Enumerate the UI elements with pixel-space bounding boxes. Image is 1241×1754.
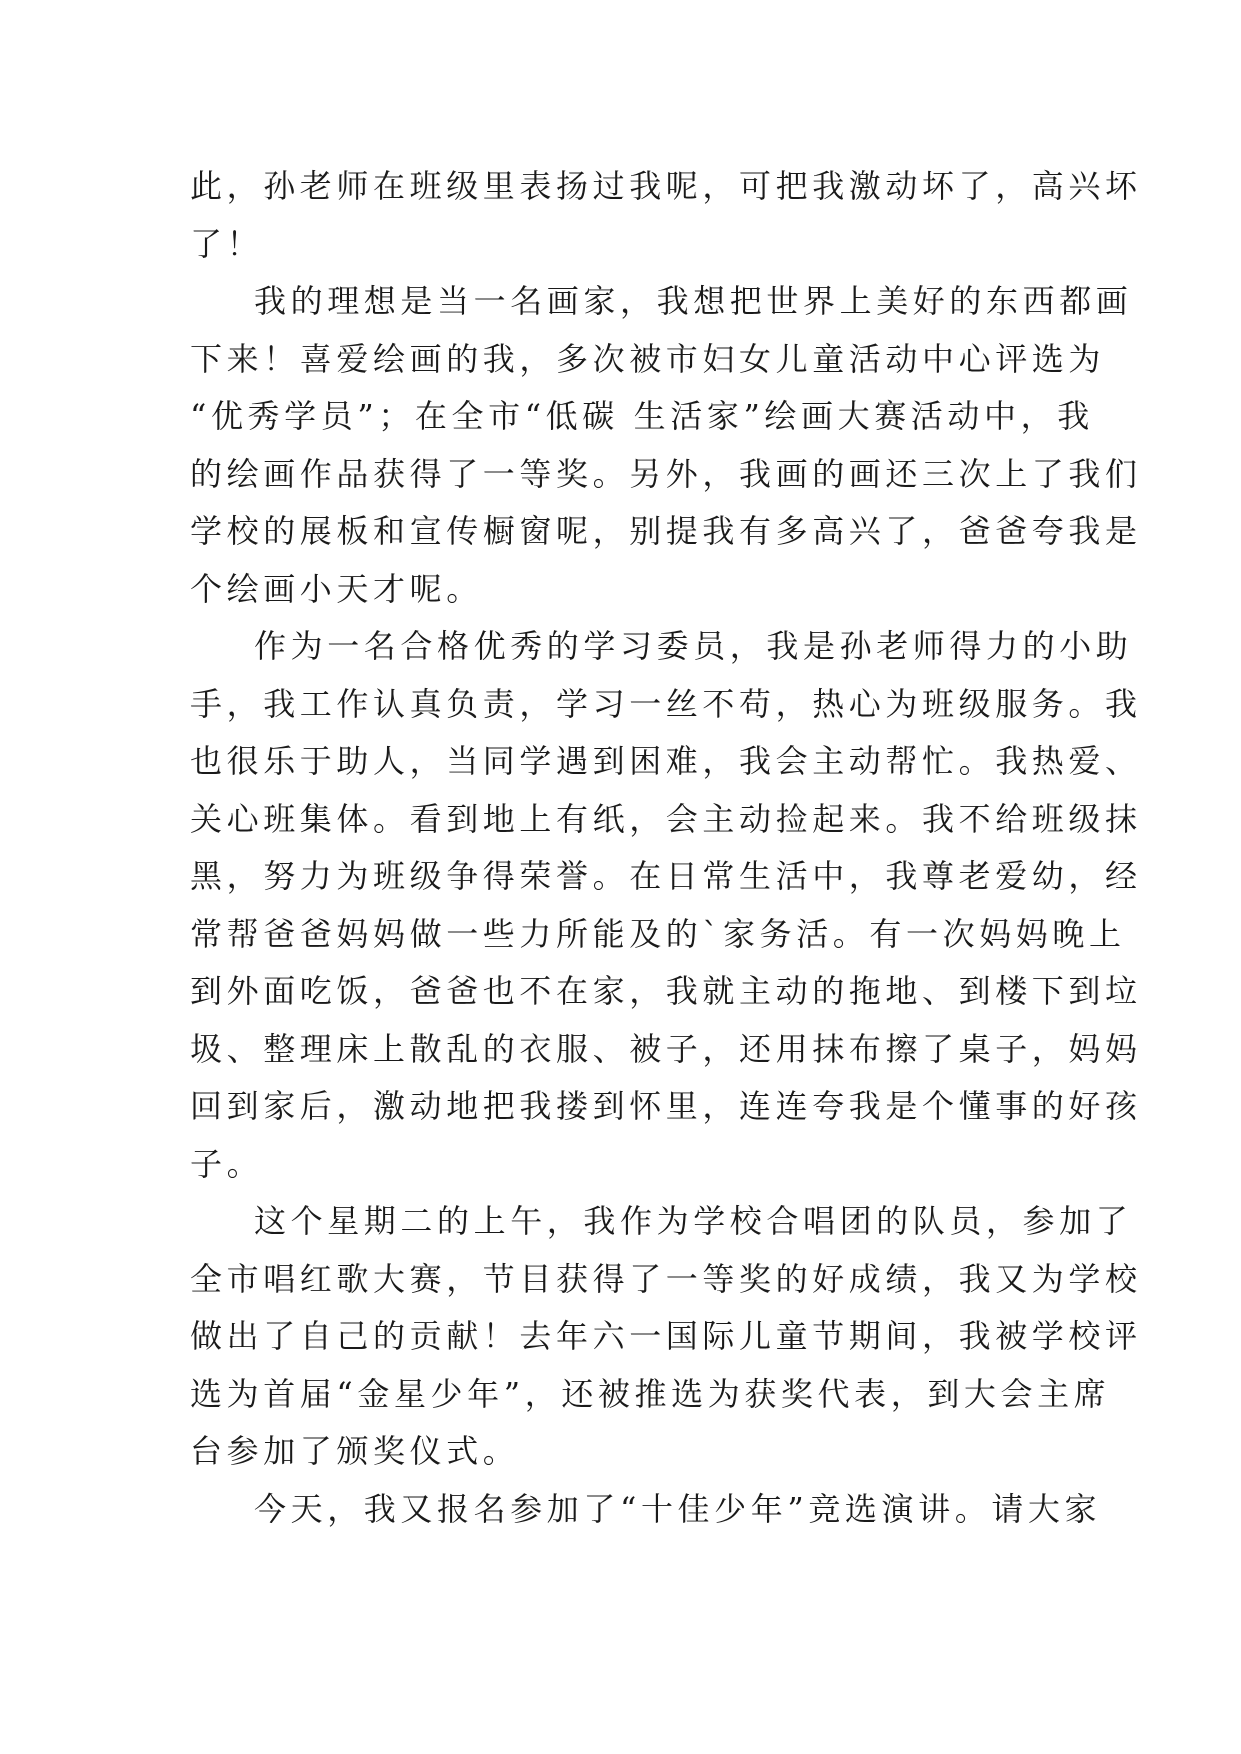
- text-line: 下来！喜爱绘画的我，多次被市妇女儿童活动中心评选为: [190, 339, 1106, 378]
- document-body: [190, 158, 1142, 1538]
- text-line: 关心班集体。看到地上有纸，会主动捡起来。我不给班级抹: [190, 799, 1142, 838]
- text-line: 子。: [190, 1144, 264, 1183]
- text-line: 台参加了颁奖仪式。: [190, 1432, 520, 1470]
- text-line: 此，孙老师在班级里表扬过我呢，可把我激动坏了，高兴坏: [190, 167, 1142, 205]
- text-line: 选为首届“金星少年”，还被推选为获奖代表，到大会主席: [190, 1374, 1111, 1413]
- text-line: 也很乐于助人，当同学遇到困难，我会主动帮忙。我热爱、: [190, 742, 1142, 780]
- text-line: 的绘画作品获得了一等奖。另外，我画的画还三次上了我们: [190, 454, 1142, 493]
- paragraph-start-line: 今天，我又报名参加了“十佳少年”竞选演讲。请大家: [254, 1489, 1102, 1528]
- text-line: 个绘画小天才呢。: [190, 569, 483, 608]
- text-line: 黑，努力为班级争得荣誉。在日常生活中，我尊老爱幼，经: [190, 857, 1142, 895]
- text-line: 学校的展板和宣传橱窗呢，别提我有多高兴了，爸爸夸我是: [190, 512, 1142, 550]
- text-line: 圾、整理床上散乱的衣服、被子，还用抹布擦了桌子，妈妈: [190, 1029, 1142, 1068]
- text-line: 了！: [190, 224, 264, 263]
- text-line: 做出了自己的贡献！去年六一国际儿童节期间，我被学校评: [190, 1317, 1142, 1355]
- paragraph-start-line: 这个星期二的上午，我作为学校合唱团的队员，参加了: [254, 1202, 1133, 1240]
- text-line: 常帮爸爸妈妈做一些力所能及的`家务活。有一次妈妈晚上: [190, 914, 1126, 953]
- text-line: 全市唱红歌大赛，节目获得了一等奖的好成绩，我又为学校: [190, 1259, 1142, 1298]
- text-line: 手，我工作认真负责，学习一丝不苟，热心为班级服务。我: [190, 684, 1142, 723]
- text-line: 回到家后，激动地把我搂到怀里，连连夸我是个懂事的好孩: [190, 1087, 1142, 1125]
- paragraph-start-line: 作为一名合格优秀的学习委员，我是孙老师得力的小助: [254, 627, 1133, 665]
- paragraph-start-line: 我的理想是当一名画家，我想把世界上美好的东西都画: [254, 282, 1133, 320]
- text-line: 到外面吃饭，爸爸也不在家，我就主动的拖地、到楼下到垃: [190, 972, 1142, 1010]
- text-line: “优秀学员”；在全市“低碳 生活家”绘画大赛活动中，我: [190, 397, 1094, 435]
